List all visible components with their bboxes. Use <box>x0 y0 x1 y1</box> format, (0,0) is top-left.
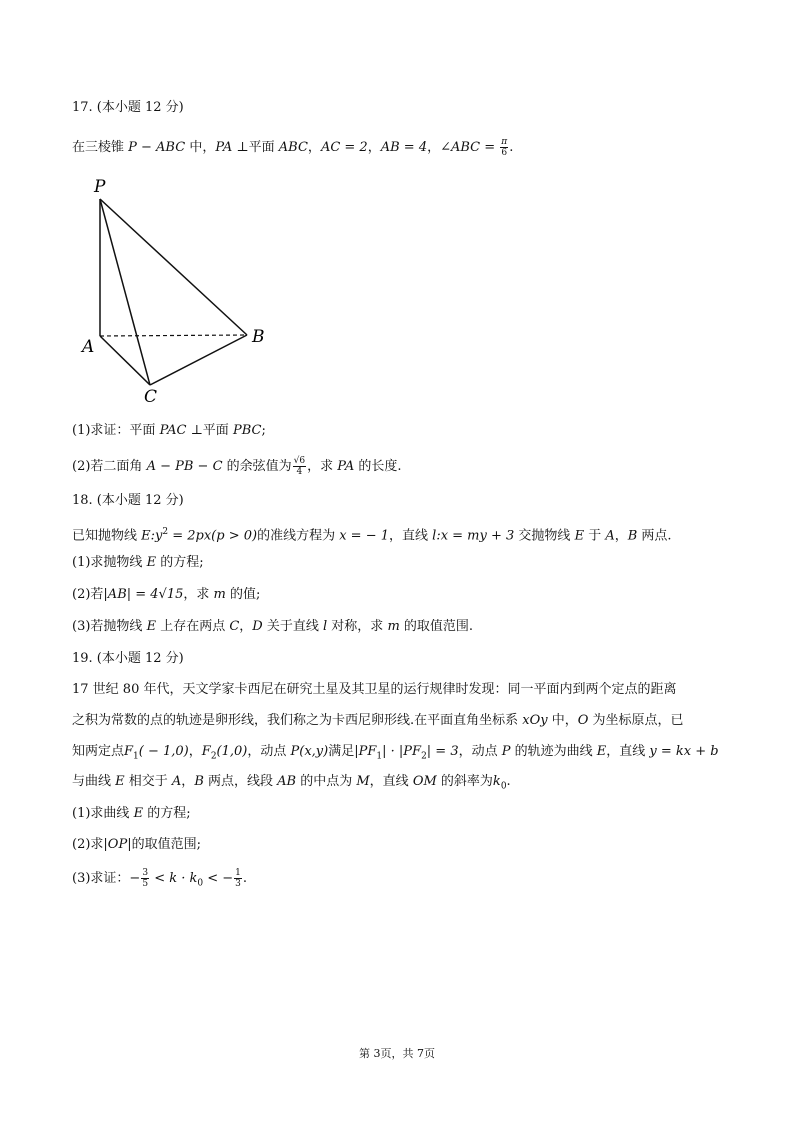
q19-text: 中， <box>547 713 578 728</box>
q17-stem <box>72 137 513 158</box>
q18-part3-math: m <box>387 619 400 634</box>
q17-part1-text: (1)求证：平面 <box>72 423 160 438</box>
q18-header: 18. (本小题 12 分) <box>72 493 184 508</box>
q19-math: F <box>124 744 134 759</box>
edge-AB-hidden <box>100 335 247 336</box>
q18-part3-math: D <box>252 619 263 634</box>
q19-math: y = kx + b <box>649 744 719 759</box>
q19-text: ，动点 <box>247 744 291 759</box>
q19-math: xOy <box>522 713 548 728</box>
q17-stem-text: 中， <box>185 140 216 155</box>
q19-text: . <box>506 774 511 789</box>
q18-part1-text: 的方程; <box>156 555 204 570</box>
q17-angle-fraction <box>500 137 508 158</box>
q18-stem-math: E:y <box>141 528 163 544</box>
q17-part1-text: ; <box>261 423 266 438</box>
q17-cosine-fraction <box>293 456 306 477</box>
fraction-denominator: 3 <box>235 879 241 889</box>
q18-stem-text: 已知抛物线 <box>72 528 142 544</box>
q19-part2 <box>72 835 201 855</box>
q19-math: | · |PF <box>382 744 422 759</box>
q17-stem-math: ABC <box>278 140 308 155</box>
q19-sub: 2 <box>210 751 217 762</box>
q19-part3-text: . <box>242 871 248 886</box>
q19-math: O <box>577 713 589 728</box>
q18-part3-text: 上存在两点 <box>156 619 230 634</box>
q17-part1-math: PAC <box>159 423 187 438</box>
q18-part3-math: C <box>229 619 240 634</box>
q17-part1-math: PBC <box>232 423 262 438</box>
q19-text: 的斜率为 <box>436 774 493 789</box>
q19-part3-math: − <box>129 871 141 886</box>
q18-part3-text: 对称，求 <box>327 619 388 634</box>
q19-text: ，直线 <box>369 774 413 789</box>
q17-header: 17. (本小题 12 分) <box>72 100 184 115</box>
q18-part3-math: l <box>323 619 328 634</box>
q19-math: P <box>501 744 511 759</box>
q17-stem-math: ∠ABC = <box>440 140 500 155</box>
q19-math: B <box>194 774 204 789</box>
q19-fraction-3-5 <box>141 868 149 889</box>
q17-stem-math: PA <box>215 140 233 155</box>
q19-header: 19. (本小题 12 分) <box>72 651 184 666</box>
fraction-denominator: 6 <box>501 148 508 158</box>
q17-stem-text: ， <box>307 140 321 155</box>
q19-math: F <box>201 744 211 759</box>
q19-text: 的中点为 <box>296 774 357 789</box>
fraction-numerator: π <box>501 137 508 147</box>
q17-part2-text: (2)若二面角 <box>72 459 147 474</box>
q19-part2-text: (2)求 <box>72 837 104 852</box>
q18-stem-text: 于 <box>584 528 606 544</box>
q19-stem-line1: 17 世纪 80 年代，天文学家卡西尼在研究土星及其卫星的运行规律时发现：同一平面内到两个定点的距离 <box>72 682 677 697</box>
q17-stem-text: . <box>509 140 514 155</box>
q18-stem-text: ， <box>614 528 628 544</box>
q19-math: AB <box>277 774 297 789</box>
q18-part3-text: 关于直线 <box>262 619 323 634</box>
tetrahedron-figure <box>80 175 280 405</box>
q19-text: 与曲线 <box>72 774 116 789</box>
q19-text: 之积为常数的点的轨迹是卵形线，我们称之为卡西尼卵形线.在平面直角坐标系 <box>72 713 523 728</box>
vertex-label-A: A <box>82 337 95 357</box>
q19-sub: 0 <box>500 781 507 792</box>
q19-part3-math: < − <box>203 871 234 886</box>
q18-part1 <box>72 553 204 573</box>
q19-part3-math: < k · k <box>150 871 198 886</box>
q17-stem-math: P − ABC <box>128 140 186 155</box>
q19-text: ， <box>181 774 195 789</box>
q18-part2-math: m <box>213 587 226 602</box>
q19-stem-line2 <box>72 711 684 731</box>
q19-text: 两点，线段 <box>203 774 278 789</box>
q17-stem-math: AB = 4 <box>380 140 428 155</box>
vertex-label-B: B <box>252 327 265 347</box>
q19-part1-text: (1)求曲线 <box>72 806 134 821</box>
q19-math: ( − 1,0) <box>138 744 189 759</box>
q19-math: M <box>356 774 370 789</box>
fraction-denominator: 4 <box>296 467 303 477</box>
q19-stem-line4 <box>72 772 511 797</box>
q18-part3-text: 的取值范围. <box>399 619 474 634</box>
q19-math: OM <box>412 774 437 789</box>
edge-PB <box>100 199 247 335</box>
q18-part3-text: ， <box>239 619 253 634</box>
q18-part3 <box>72 617 473 637</box>
q19-math: P(x,y) <box>290 744 329 759</box>
q19-math: | = 3 <box>426 744 459 759</box>
q18-stem-math: A <box>605 528 615 544</box>
q19-text: ， <box>188 744 202 759</box>
q18-part2 <box>72 585 260 605</box>
q17-stem-math: AC = 2 <box>320 140 368 155</box>
q17-part2-math: A − PB − C <box>146 459 223 474</box>
q19-part1-text: 的方程; <box>143 806 191 821</box>
q19-sub: 2 <box>421 751 427 762</box>
q19-text: ，直线 <box>606 744 650 759</box>
q19-math: A <box>171 774 182 789</box>
q18-stem-sup: 2 <box>162 527 169 537</box>
q18-stem-math: l:x = my + 3 <box>432 528 515 544</box>
q17-stem-text: ， <box>367 140 381 155</box>
q17-part2-text: ，求 <box>307 459 338 474</box>
q19-sub: 0 <box>197 878 204 889</box>
vertex-label-P: P <box>94 177 106 197</box>
q19-math: |PF <box>354 744 377 759</box>
q17-part2 <box>72 456 401 477</box>
q19-part1-math: E <box>133 806 144 821</box>
q18-stem-text: ，直线 <box>389 528 433 544</box>
q19-text: 知两定点 <box>72 744 125 759</box>
q19-math: E <box>596 744 607 759</box>
q17-part2-text: 的余弦值为 <box>222 459 292 474</box>
edge-CB <box>150 335 247 385</box>
q19-sub: 1 <box>376 751 383 762</box>
q19-sub: 1 <box>133 751 139 762</box>
q19-math: E <box>115 774 125 789</box>
q19-text: 满足 <box>328 744 355 759</box>
fraction-numerator: √6 <box>293 456 306 466</box>
q19-stem-line3 <box>72 742 719 767</box>
q18-stem-math: x = − 1 <box>339 528 390 544</box>
vertex-label-C: C <box>144 387 158 405</box>
q19-part2-text: 的取值范围; <box>131 837 201 852</box>
page-footer: 第 3页，共 7页 <box>359 1047 435 1060</box>
q17-part1-text: ⊥平面 <box>186 423 233 438</box>
q19-part2-math: |OP| <box>103 837 132 852</box>
q17-stem-text: 在三棱锥 <box>72 140 129 155</box>
q17-part2-text: 的长度. <box>354 459 402 474</box>
q18-stem-text: 的准线方程为 <box>257 528 340 544</box>
q19-text: 的轨迹为曲线 <box>510 744 597 759</box>
q18-stem-text: 两点. <box>637 528 672 544</box>
q19-math: k <box>492 774 501 789</box>
q18-part2-math: |AB| = 4√15 <box>103 587 184 602</box>
q18-stem-math: = 2px(p > 0) <box>168 528 258 544</box>
q17-stem-text: ， <box>427 140 441 155</box>
edge-AC <box>100 336 150 385</box>
q19-part3 <box>72 868 247 894</box>
q18-stem-math: B <box>627 528 638 544</box>
q18-stem-math: E <box>574 528 585 544</box>
q18-stem <box>72 522 672 546</box>
q18-part2-text: (2)若 <box>72 587 104 602</box>
q18-part1-text: (1)求抛物线 <box>72 555 147 570</box>
fraction-numerator: 3 <box>142 868 149 878</box>
q18-part3-math: E <box>146 619 157 634</box>
fraction-denominator: 5 <box>142 879 149 889</box>
q17-stem-text: ⊥平面 <box>232 140 279 155</box>
q19-part3-text: (3)求证： <box>72 871 130 886</box>
q19-text: 相交于 <box>124 774 172 789</box>
q18-part2-text: ，求 <box>183 587 214 602</box>
q17-part1 <box>72 421 266 441</box>
q18-part1-math: E <box>146 555 157 570</box>
q19-math: (1,0) <box>216 744 248 759</box>
edge-PC <box>100 199 150 385</box>
q19-part1 <box>72 804 191 824</box>
q17-part2-math: PA <box>337 459 355 474</box>
q18-part3-text: (3)若抛物线 <box>72 619 147 634</box>
q19-fraction-1-3 <box>234 868 242 889</box>
q18-part2-text: 的值; <box>225 587 261 602</box>
q19-text: ，动点 <box>458 744 502 759</box>
fraction-numerator: 1 <box>235 868 241 878</box>
q18-stem-text: 交抛物线 <box>514 528 575 544</box>
q19-text: 为坐标原点，已 <box>588 713 684 728</box>
